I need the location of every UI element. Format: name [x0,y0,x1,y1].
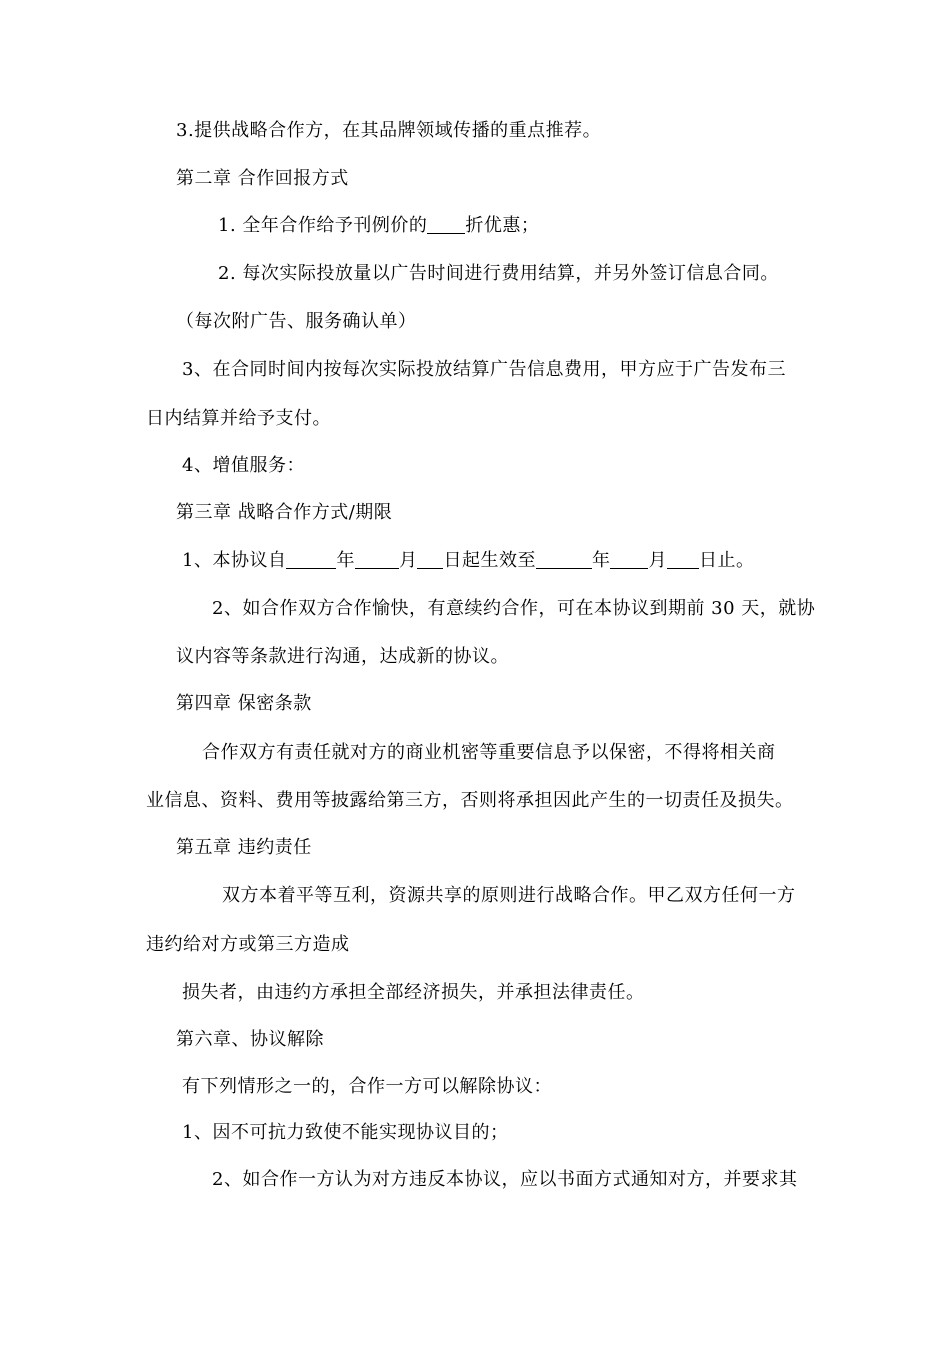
fill-in-blank [667,550,699,569]
line-text: 日起生效至 [443,550,536,571]
line-text: 1、本协议自 [182,550,287,571]
paragraph-line: 双方本着平等互利，资源共享的原则进行战略合作。甲乙双方任何一方 [222,885,796,906]
fill-in-blank [355,550,399,569]
line-text: 1. 全年合作给予刊例价的 [218,215,428,236]
paragraph-line: 损失者，由违约方承担全部经济损失，并承担法律责任。 [182,982,645,1003]
line-text: 年 [591,550,611,571]
paragraph-line [182,548,754,574]
paragraph-line: 议内容等条款进行沟通，达成新的协议。 [176,646,509,667]
paragraph-line: 3.提供战略合作方，在其品牌领域传播的重点推荐。 [176,120,602,141]
fill-in-blank [536,550,592,569]
paragraph-line: 4、增值服务： [182,455,305,476]
paragraph-line: 有下列情形之一的，合作一方可以解除协议： [182,1076,552,1097]
paragraph-line: 2、如合作双方合作愉快，有意续约合作，可在本协议到期前 30 天，就协 [212,598,816,619]
fill-in-blank [417,550,443,569]
paragraph-line: 1、因不可抗力致使不能实现协议目的； [182,1122,509,1143]
paragraph-line: 2. 每次实际投放量以广告时间进行费用结算，并另外签订信息合同。 [218,263,779,284]
fill-in-blank [610,550,648,569]
line-text: 日止。 [698,550,755,571]
line-text: 月 [398,550,418,571]
fill-in-blank [427,215,465,234]
paragraph-line: 合作双方有责任就对方的商业机密等重要信息予以保密，不得将相关商 [202,742,776,763]
chapter-heading: 第五章 违约责任 [176,837,312,858]
paragraph-line: 违约给对方或第三方造成 [146,934,350,955]
paragraph-line [218,213,539,239]
paragraph-line: 业信息、资料、费用等披露给第三方，否则将承担因此产生的一切责任及损失。 [146,790,794,811]
line-text: 年 [336,550,355,571]
chapter-heading: 第六章、协议解除 [176,1029,324,1050]
chapter-heading: 第四章 保密条款 [176,693,312,714]
paragraph-line: 日内结算并给予支付。 [146,408,331,429]
chapter-heading: 第二章 合作回报方式 [176,168,349,189]
line-text: 月 [648,550,667,571]
paragraph-line: 2、如合作一方认为对方违反本协议，应以书面方式通知对方，并要求其 [212,1169,798,1190]
chapter-heading: 第三章 战略合作方式/期限 [176,502,393,523]
line-text: 折优惠； [465,215,540,236]
paragraph-line: 3、在合同时间内按每次实际投放结算广告信息费用，甲方应于广告发布三 [182,359,786,380]
paragraph-line: （每次附广告、服务确认单） [176,311,417,332]
fill-in-blank [286,550,336,569]
